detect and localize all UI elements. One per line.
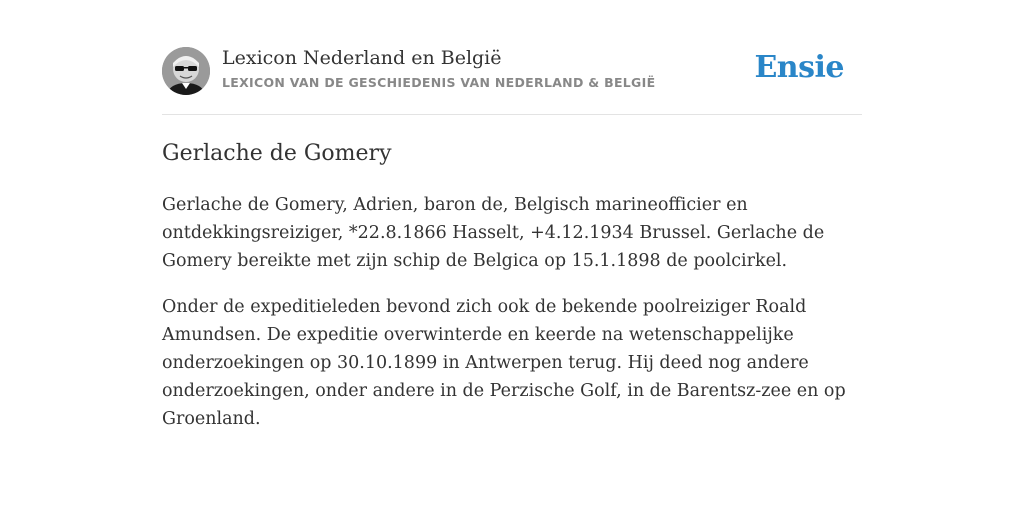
article-paragraph-2: Onder de expeditieleden bevond zich ook de bekende poolreiziger Roald Amundsen. De expeditie overwinterde en keerde na wetenschappelijke onderzoekingen op 30.10.1899 in Antwerpen terug. Hij deed nog andere onderzoekingen, onder andere in de Perzische Golf, in de Barentsz-zee en op Groenland. [162,297,846,429]
source-subtitle: LEXICON VAN DE GESCHIEDENIS VAN NEDERLAND & BELGIË [222,75,656,90]
article-title: Gerlache de Gomery [162,141,392,166]
ensie-logo-link[interactable]: Ensie [754,50,844,85]
source-header [162,44,862,115]
article-paragraph-1: Gerlache de Gomery, Adrien, baron de, Belgisch marineofficier en ontdekkingsreiziger, *22.8.1866 Hasselt, +4.12.1934 Brussel. Gerlache de Gomery bereikte met zijn schip de Belgica op 15.1.1898 de poolcirkel. [162,195,825,271]
source-title[interactable]: Lexicon Nederland en België [222,47,502,69]
person-portrait-icon [162,47,210,95]
article-card [162,44,862,433]
author-avatar[interactable] [162,47,210,95]
